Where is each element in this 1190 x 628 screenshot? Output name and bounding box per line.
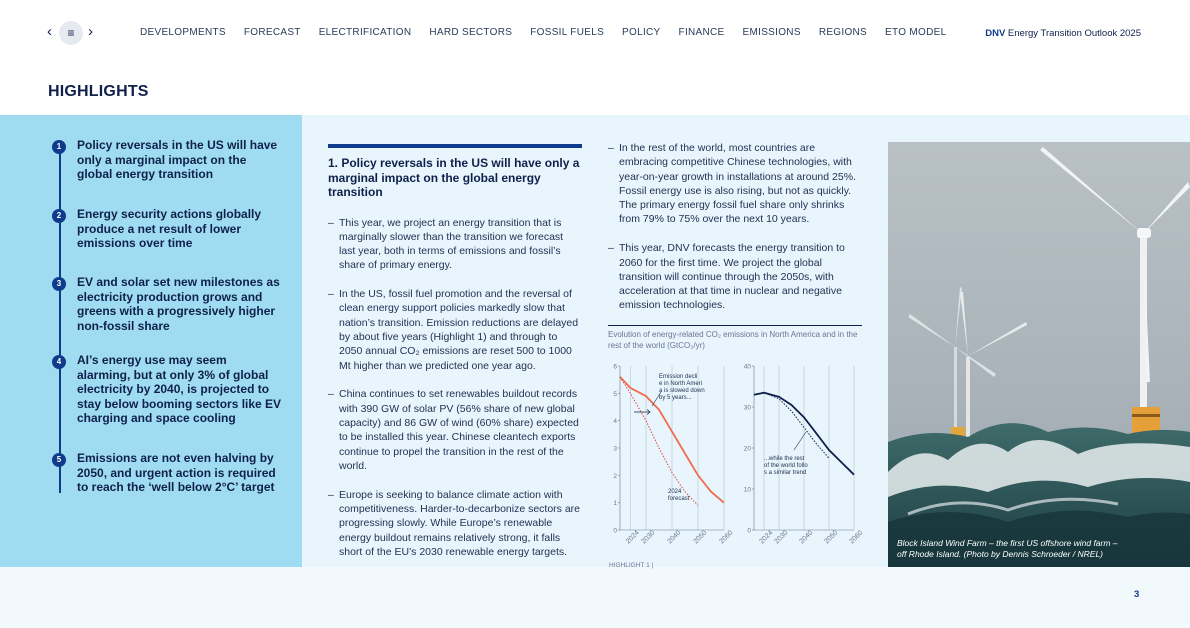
article-heading: 1. Policy reversals in the US will have only a marginal impact on the global energy transition [328, 156, 580, 199]
page-number: 3 [1134, 589, 1140, 600]
chart-caption: Evolution of energy-related CO₂ emissions in North America and in the rest of the world (GtCO₂/yr) [608, 325, 862, 351]
page-footer [0, 567, 1190, 628]
highlight-number-badge: 1 [52, 140, 66, 154]
annotation-north-america: a is slowed down [659, 388, 705, 394]
y-tick-label: 30 [743, 404, 751, 412]
brand-dnv: DNV [985, 28, 1006, 39]
y-tick-label: 20 [743, 445, 751, 453]
highlights-panel [0, 115, 302, 567]
article-column-1 [328, 144, 582, 574]
annotation-rest-of-world: s a similar trend [764, 470, 807, 476]
x-tick-label: 2060 [848, 529, 864, 546]
report-brand[interactable] [985, 28, 1141, 39]
y-tick-label: 5 [613, 390, 617, 398]
nav-item-developments[interactable]: DEVELOPMENTS [140, 27, 226, 38]
x-tick-label: 2024 [758, 529, 775, 546]
nav-item-policy[interactable]: POLICY [622, 27, 661, 38]
nav-item-forecast[interactable]: FORECAST [243, 27, 301, 38]
nav-item-hard-sectors[interactable]: HARD SECTORS [429, 27, 513, 38]
x-tick-label: 2024 [624, 529, 641, 546]
nav-item-electrification[interactable]: ELECTRIFICATION [318, 27, 412, 38]
highlight-number-badge: 3 [52, 277, 66, 291]
annotation-north-america: Emission decli [659, 374, 698, 380]
highlight-text: AI’s energy use may seem alarming, but at only 3% of global electricity by 2040, is projected to stay below booming sectors like EV charging and space cooling [77, 353, 282, 425]
highlight-number-badge: 4 [52, 355, 66, 369]
bullet-paragraph: – Europe is seeking to balance climate action with competitiveness. Harder-to-decarbonize sectors are progressing slowly. While Europe’s renewable energy buildout remains relatively strong, it falls short of the EU’s 2030 renewable energy targets. [328, 488, 582, 559]
x-tick-label: 2040 [666, 529, 683, 546]
brand-title: Energy Transition Outlook 2025 [1005, 28, 1141, 39]
top-navigation [0, 0, 1190, 66]
nav-item-eto-model[interactable]: ETO MODEL [885, 27, 947, 38]
highlight-text: EV and solar set new milestones as electricity production grows and greens with a progressively higher non-fossil share [77, 275, 280, 333]
y-tick-label: 1 [613, 500, 617, 508]
y-tick-label: 3 [613, 445, 617, 453]
annotation-2024-forecast: 2024 [668, 489, 682, 495]
next-page-icon[interactable]: › [88, 23, 93, 40]
y-tick-label: 0 [613, 527, 617, 535]
bullet-paragraph: – In the US, fossil fuel promotion and the reversal of clean energy support policies markedly slow that nation’s transition. Emission reductions are delayed by about five years (Highlight 1) and through to 2050 annual CO₂ emissions are reset 500 to 1000 Mt higher than we predicted one year ago. [328, 287, 582, 373]
section-rule [328, 144, 582, 148]
highlight-text: Emissions are not even halving by 2050, and urgent action is required to reach the ‘well below 2°C’ target [77, 451, 276, 494]
annotation-rest-of-world: of the world follo [764, 463, 808, 469]
wind-farm-photo [888, 142, 1190, 567]
menu-icon[interactable]: ≡ [59, 21, 83, 45]
y-tick-label: 0 [747, 527, 751, 535]
nav-item-fossil-fuels[interactable]: FOSSIL FUELS [530, 27, 605, 38]
y-tick-label: 4 [613, 418, 617, 426]
emissions-charts [606, 360, 864, 560]
bullet-paragraph: – China continues to set renewables buildout records with 390 GW of solar PV (56% share of new global capacity) and 86 GW of wind (60% share) expected to be installed this year. Chinese cleantech exports continue to propel the transition in the rest of the world. [328, 387, 582, 473]
y-tick-label: 2 [613, 472, 617, 480]
annotation-north-america: by 5 years... [659, 395, 692, 401]
timeline-line [59, 145, 61, 493]
highlight-number-badge: 2 [52, 209, 66, 223]
chart-footer: HIGHLIGHT 1 | [609, 562, 654, 569]
x-tick-label: 2040 [798, 529, 815, 546]
x-tick-label: 2050 [823, 529, 840, 546]
x-tick-label: 2030 [640, 529, 657, 546]
photo-caption: Block Island Wind Farm – the first US offshore wind farm – off Rhode Island. (Photo by Dennis Schroeder / NREL) [897, 538, 1118, 559]
bullet-paragraph: – This year, we project an energy transition that is marginally slower than the transition we forecast last year, both in terms of emissions and fossil’s share of primary energy. [328, 216, 582, 273]
x-tick-label: 2050 [692, 529, 709, 546]
bullet-paragraph: – This year, DNV forecasts the energy transition to 2060 for the first time. We project the global transition will continue through the 2050s, with acceleration at that time in nuclear and negative emission technologies. [608, 241, 862, 312]
annotation-2024-forecast: forecast [668, 496, 690, 502]
highlight-text: Energy security actions globally produce a net result of lower emissions over time [77, 207, 262, 250]
x-tick-label: 2030 [773, 529, 790, 546]
nav-item-finance[interactable]: FINANCE [678, 27, 725, 38]
previous-page-icon[interactable]: ‹ [47, 23, 52, 40]
y-tick-label: 6 [613, 363, 617, 371]
bullet-paragraph: – In the rest of the world, most countries are embracing competitive Chinese technologies, with year-on-year growth in installations at around 25%. Fossil energy use is also rising, but not as quickly. The primary energy fossil fuel share only shrinks from 79% to 75% over the next 10 years. [608, 141, 862, 227]
highlight-number-badge: 5 [52, 453, 66, 467]
nav-item-regions[interactable]: REGIONS [818, 27, 868, 38]
annotation-rest-of-world: ...while the rest [764, 456, 805, 462]
highlight-text: Policy reversals in the US will have only a marginal impact on the global energy transition [77, 138, 278, 181]
y-tick-label: 10 [743, 486, 751, 494]
wind-farm-image [888, 142, 1190, 567]
y-tick-label: 40 [743, 363, 751, 371]
series-line-2024-forecast [754, 393, 829, 459]
article-column-2 [608, 141, 862, 327]
nav-item-emissions[interactable]: EMISSIONS [742, 27, 801, 38]
page-title: HIGHLIGHTS [48, 83, 149, 100]
chapter-nav [140, 27, 964, 38]
annotation-north-america: e in North Ameri [659, 381, 703, 387]
x-tick-label: 2060 [718, 529, 735, 546]
